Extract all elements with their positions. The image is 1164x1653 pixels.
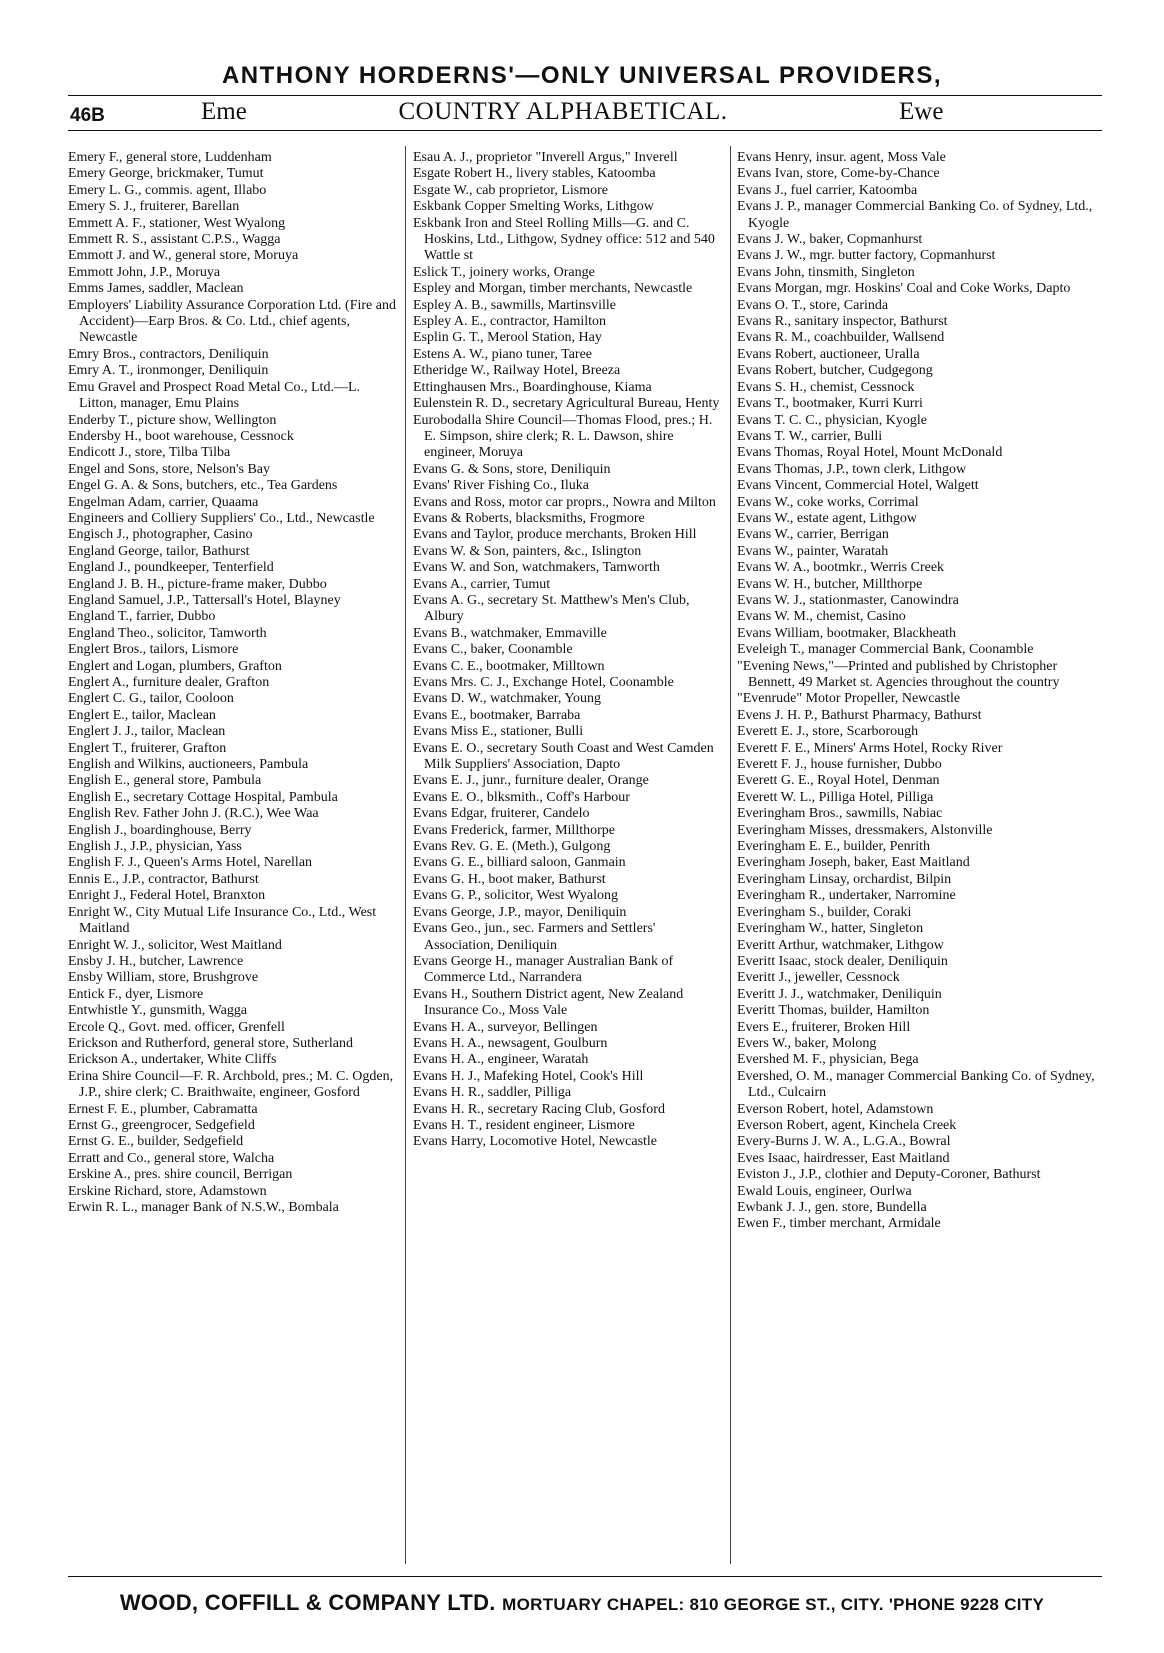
directory-entry: Evans H., Southern District agent, New Zealand Insurance Co., Moss Vale: [413, 986, 684, 1019]
directory-entry: Esgate Robert H., livery stables, Katoomba: [413, 166, 656, 182]
directory-entry: Ensby J. H., butcher, Lawrence: [68, 953, 244, 969]
directory-entry: Englert T., fruiterer, Grafton: [68, 740, 227, 756]
directory-entry: Eslick T., joinery works, Orange: [413, 264, 595, 280]
directory-entry: Evans W., estate agent, Lithgow: [737, 510, 918, 526]
directory-entry: England Samuel, J.P., Tattersall's Hotel, Blayney: [68, 592, 341, 608]
directory-entry: Englert A., furniture dealer, Grafton: [68, 675, 270, 690]
directory-entry: Englert C. G., tailor, Cooloon: [68, 691, 234, 707]
directory-entry: Ernest F. E., plumber, Cabramatta: [68, 1101, 258, 1117]
directory-entry: "Evening News,"—Printed and published by Christopher Bennett, 49 Market st. Agencies throughout the country: [737, 658, 1060, 690]
directory-entry: Evans H. A., engineer, Waratah: [413, 1052, 589, 1068]
column-divider-1: [405, 146, 406, 1564]
directory-entry: Evans John, tinsmith, Singleton: [737, 264, 915, 280]
directory-entry: Erickson and Rutherford, general store, Sutherland: [68, 1035, 353, 1051]
directory-entry: Emms James, saddler, Maclean: [68, 281, 244, 297]
directory-entry: Ernst G., greengrocer, Sedgefield: [68, 1117, 255, 1133]
directory-entry: Evans G. P., solicitor, West Wyalong: [413, 888, 618, 904]
directory-entry: England Theo., solicitor, Tamworth: [68, 625, 267, 641]
directory-entry: Ennis E., J.P., contractor, Bathurst: [68, 871, 259, 887]
directory-entry: Evans W. J., stationmaster, Canowindra: [737, 592, 959, 608]
directory-entry: Everingham Joseph, baker, East Maitland: [737, 855, 970, 871]
directory-entry: Engel G. A. & Sons, butchers, etc., Tea Gardens: [68, 478, 338, 494]
directory-entry: Evans O. T., store, Carinda: [737, 297, 889, 313]
directory-entry: Evans and Taylor, produce merchants, Broken Hill: [413, 527, 697, 543]
directory-entry: Etheridge W., Railway Hotel, Breeza: [413, 363, 621, 379]
directory-entry: Enright J., Federal Hotel, Branxton: [68, 888, 266, 904]
directory-entry: Everingham Misses, dressmakers, Alstonville: [737, 822, 993, 838]
directory-entry: Eves Isaac, hairdresser, East Maitland: [737, 1150, 950, 1166]
directory-entry: Englert and Logan, plumbers, Grafton: [68, 658, 282, 674]
directory-entry: Evans G. E., billiard saloon, Ganmain: [413, 855, 626, 871]
directory-entry: Evans H. A., surveyor, Bellingen: [413, 1019, 598, 1035]
directory-entry: Enright W. J., solicitor, West Maitland: [68, 937, 282, 953]
directory-entry: Evans Robert, butcher, Cudgegong: [737, 363, 933, 379]
directory-entry: Evershed, O. M., manager Commercial Banking Co. of Sydney, Ltd., Culcairn: [737, 1068, 1095, 1101]
directory-entry: Evans William, bootmaker, Blackheath: [737, 625, 957, 641]
directory-entry: Espley and Morgan, timber merchants, Newcastle: [413, 281, 693, 297]
directory-entry: Evans W. H., butcher, Millthorpe: [737, 576, 923, 592]
bottom-advert-banner: [0, 1590, 1164, 1616]
header-right-catchword: Ewe: [899, 98, 944, 125]
directory-entry: Evans H. J., Mafeking Hotel, Cook's Hill: [413, 1068, 644, 1084]
bottom-advert-company: WOOD, COFFILL & COMPANY LTD.: [119, 1590, 496, 1615]
directory-entry: Everingham Bros., sawmills, Nabiac: [737, 806, 943, 822]
directory-entry: Espley A. B., sawmills, Martinsville: [413, 297, 616, 313]
directory-entry: Everitt J., jeweller, Cessnock: [737, 970, 900, 986]
directory-entry: Emu Gravel and Prospect Road Metal Co., Ltd.—L. Litton, manager, Emu Plains: [68, 379, 360, 412]
directory-entry: Emry A. T., ironmonger, Deniliquin: [68, 363, 269, 379]
directory-entry: Evans Thomas, J.P., town clerk, Lithgow: [737, 461, 967, 477]
directory-entry: Enderby T., picture show, Wellington: [68, 412, 277, 428]
directory-entry: Evans Morgan, mgr. Hoskins' Coal and Coke Works, Dapto: [737, 281, 1071, 297]
directory-entry: England George, tailor, Bathurst: [68, 543, 250, 559]
header-left-catchword: Eme: [201, 98, 247, 125]
directory-entry: Englert J. J., tailor, Maclean: [68, 724, 226, 740]
directory-entry: Everitt J. J., watchmaker, Deniliquin: [737, 986, 942, 1002]
directory-entry: Emmott John, J.P., Moruya: [68, 264, 221, 280]
directory-entry: Endersby H., boot warehouse, Cessnock: [68, 428, 294, 444]
directory-entry: Engineers and Colliery Suppliers' Co., Ltd., Newcastle: [68, 510, 375, 526]
directory-entry: Everingham E. E., builder, Penrith: [737, 839, 931, 855]
column-divider-2: [730, 146, 731, 1564]
directory-entry: Evans W. M., chemist, Casino: [737, 609, 906, 625]
directory-entry: Everson Robert, hotel, Adamstown: [737, 1101, 934, 1117]
directory-entry: Evans E., bootmaker, Barraba: [413, 707, 581, 723]
directory-entry: English E., general store, Pambula: [68, 773, 262, 789]
directory-entry: English J., boardinghouse, Berry: [68, 822, 252, 838]
directory-entry: Everett F. E., Miners' Arms Hotel, Rocky River: [737, 740, 1003, 756]
directory-entry: Ettinghausen Mrs., Boardinghouse, Kiama: [413, 379, 652, 395]
directory-entry: Evans George H., manager Australian Bank of Commerce Ltd., Narrandera: [413, 953, 674, 986]
rule-under-header: [68, 130, 1102, 131]
directory-entry: Eskbank Copper Smelting Works, Lithgow: [413, 199, 654, 215]
directory-entry: Everitt Isaac, stock dealer, Deniliquin: [737, 953, 948, 969]
directory-entry: Evans H. T., resident engineer, Lismore: [413, 1117, 635, 1133]
directory-entry: Everingham W., hatter, Singleton: [737, 921, 924, 937]
directory-entry: Erskine Richard, store, Adamstown: [68, 1183, 267, 1199]
directory-entry: Ewbank J. J., gen. store, Bundella: [737, 1200, 927, 1215]
directory-entry: Evans W. A., bootmkr., Werris Creek: [737, 560, 945, 576]
directory-entry: English E., secretary Cottage Hospital, Pambula: [68, 789, 338, 805]
directory-entry: Esau A. J., proprietor "Inverell Argus," Inverell: [413, 150, 678, 165]
directory-entry: Evans W. and Son, watchmakers, Tamworth: [413, 560, 660, 576]
directory-entry: English and Wilkins, auctioneers, Pambula: [68, 757, 309, 773]
directory-entry: Emery S. J., fruiterer, Barellan: [68, 199, 240, 215]
directory-entry: Ercole Q., Govt. med. officer, Grenfell: [68, 1019, 285, 1035]
directory-entry: Evans Thomas, Royal Hotel, Mount McDonald: [737, 445, 1003, 461]
directory-entry: Evers E., fruiterer, Broken Hill: [737, 1019, 911, 1035]
directory-entry: Erratt and Co., general store, Walcha: [68, 1150, 275, 1166]
rule-top: [68, 95, 1102, 96]
directory-entry: Evans E. J., junr., furniture dealer, Orange: [413, 773, 649, 789]
directory-entry: Emmett R. S., assistant C.P.S., Wagga: [68, 232, 281, 248]
bottom-advert-details: MORTUARY CHAPEL: 810 GEORGE ST., CITY. 'PHONE 9228 CITY: [502, 1595, 1045, 1614]
directory-entry: Evans R., sanitary inspector, Bathurst: [737, 314, 948, 330]
directory-entry: Everett E. J., store, Scarborough: [737, 724, 919, 740]
directory-entry: Estens A. W., piano tuner, Taree: [413, 346, 592, 362]
directory-entry: Evans Henry, insur. agent, Moss Vale: [737, 150, 946, 165]
directory-entry: Evans George, J.P., mayor, Deniliquin: [413, 904, 627, 920]
directory-entry: Evans T., bootmaker, Kurri Kurri: [737, 396, 923, 412]
directory-entry: Evershed M. F., physician, Bega: [737, 1052, 919, 1068]
directory-column-1: [68, 150, 399, 1560]
directory-entry: Everett G. E., Royal Hotel, Denman: [737, 773, 940, 789]
directory-entry: Evans R. M., coachbuilder, Wallsend: [737, 330, 945, 346]
directory-entry: Englert Bros., tailors, Lismore: [68, 642, 239, 658]
directory-entry: Evans A., carrier, Tumut: [413, 576, 551, 592]
page-number: 46B: [70, 105, 105, 126]
directory-column-2: [413, 150, 723, 1560]
directory-entry: Eulenstein R. D., secretary Agricultural Bureau, Henty: [413, 396, 720, 412]
directory-entry: Employers' Liability Assurance Corporation Ltd. (Fire and Accident)—Earp Bros. & Co. Ltd., chief agents, Newcastle: [68, 297, 396, 346]
directory-entry: Evans E. O., blksmith., Coff's Harbour: [413, 789, 630, 805]
directory-entry: Evans J. P., manager Commercial Banking Co. of Sydney, Ltd., Kyogle: [737, 199, 1093, 231]
directory-entry: Evans B., watchmaker, Emmaville: [413, 625, 607, 641]
directory-entry: Evans A. G., secretary St. Matthew's Men's Club, Albury: [413, 592, 690, 625]
directory-entry: Evans E. O., secretary South Coast and West Camden Milk Suppliers' Association, Dapto: [413, 740, 714, 773]
directory-entry: Evans H. R., secretary Racing Club, Gosford: [413, 1101, 665, 1117]
directory-entry: English Rev. Father John J. (R.C.), Wee Waa: [68, 806, 319, 822]
directory-entry: Eskbank Iron and Steel Rolling Mills—G. and C. Hoskins, Ltd., Lithgow, Sydney office: 512 and 540 Wattle st: [413, 215, 715, 264]
directory-entry: Everingham R., undertaker, Narromine: [737, 888, 956, 904]
top-advert-banner: ANTHONY HORDERNS'—ONLY UNIVERSAL PROVIDERS,: [221, 62, 943, 89]
directory-entry: Evans H. A., newsagent, Goulburn: [413, 1035, 608, 1051]
directory-entry: Emmott J. and W., general store, Moruya: [68, 248, 299, 264]
directory-entry: Eviston J., J.P., clothier and Deputy-Coroner, Bathurst: [737, 1167, 1041, 1183]
directory-entry: Evans Robert, auctioneer, Uralla: [737, 346, 920, 362]
directory-entry: Ewald Louis, engineer, Ourlwa: [737, 1183, 912, 1199]
rule-bottom: [68, 1576, 1102, 1577]
directory-entry: Evans Harry, Locomotive Hotel, Newcastle: [413, 1134, 658, 1150]
directory-entry: Evens J. H. P., Bathurst Pharmacy, Bathurst: [737, 707, 982, 723]
directory-entry: Evans T. C. C., physician, Kyogle: [737, 412, 928, 428]
directory-entry: Everitt Arthur, watchmaker, Lithgow: [737, 937, 944, 953]
page-title: COUNTRY ALPHABETICAL.: [398, 98, 728, 125]
directory-entry: Evans Rev. G. E. (Meth.), Gulgong: [413, 839, 611, 855]
directory-entry: "Evenrude" Motor Propeller, Newcastle: [737, 691, 961, 707]
directory-entry: Engelman Adam, carrier, Quaama: [68, 494, 259, 510]
directory-entry: Engel and Sons, store, Nelson's Bay: [68, 461, 271, 477]
directory-entry: Evans J., fuel carrier, Katoomba: [737, 182, 918, 198]
directory-entry: Erickson A., undertaker, White Cliffs: [68, 1052, 277, 1068]
directory-entry: Ernst G. E., builder, Sedgefield: [68, 1134, 244, 1150]
directory-entry: Evans Miss E., stationer, Bulli: [413, 724, 584, 740]
directory-entry: Entick F., dyer, Lismore: [68, 986, 204, 1002]
directory-entry: Evans H. R., saddler, Pilliga: [413, 1085, 572, 1101]
directory-entry: Evans' River Fishing Co., Iluka: [413, 478, 589, 494]
directory-entry: Engisch J., photographer, Casino: [68, 527, 253, 543]
directory-entry: Eurobodalla Shire Council—Thomas Flood, pres.; H. E. Simpson, shire clerk; R. L. Dawson, shire engineer, Moruya: [413, 412, 713, 461]
directory-entry: Evans W., coke works, Corrimal: [737, 494, 919, 510]
directory-entry: Evans & Roberts, blacksmiths, Frogmore: [413, 510, 645, 526]
directory-entry: Erwin R. L., manager Bank of N.S.W., Bombala: [68, 1200, 339, 1215]
directory-entry: Ewen F., timber merchant, Armidale: [737, 1216, 941, 1232]
directory-entry: Everitt Thomas, builder, Hamilton: [737, 1003, 930, 1019]
directory-entry: Evans W., painter, Waratah: [737, 543, 889, 559]
directory-entry: English F. J., Queen's Arms Hotel, Narellan: [68, 855, 313, 871]
directory-entry: Every-Burns J. W. A., L.G.A., Bowral: [737, 1134, 951, 1150]
directory-entry: Erina Shire Council—F. R. Archbold, pres.; M. C. Ogden, J.P., shire clerk; C. Braithwaite, engineer, Gosford: [68, 1068, 394, 1101]
directory-column-3: [737, 150, 1101, 1560]
directory-entry: Emery George, brickmaker, Tumut: [68, 166, 264, 182]
directory-entry: Evans W. & Son, painters, &c., Islington: [413, 543, 642, 559]
directory-entry: Evers W., baker, Molong: [737, 1035, 877, 1051]
directory-entry: Emmett A. F., stationer, West Wyalong: [68, 215, 286, 231]
directory-entry: Evans Geo., jun., sec. Farmers and Settlers' Association, Deniliquin: [413, 921, 656, 953]
directory-entry: Evans J. W., mgr. butter factory, Copmanhurst: [737, 248, 996, 264]
directory-entry: Evans T. W., carrier, Bulli: [737, 428, 883, 444]
directory-entry: Evans W., carrier, Berrigan: [737, 527, 889, 543]
directory-entry: Endicott J., store, Tilba Tilba: [68, 445, 231, 461]
directory-entry: English J., J.P., physician, Yass: [68, 839, 242, 855]
directory-entry: Espley A. E., contractor, Hamilton: [413, 314, 607, 330]
directory-entry: Eveleigh T., manager Commercial Bank, Coonamble: [737, 642, 1034, 658]
directory-entry: Evans S. H., chemist, Cessnock: [737, 379, 915, 395]
directory-entry: Evans C. E., bootmaker, Milltown: [413, 658, 605, 674]
directory-entry: Esgate W., cab proprietor, Lismore: [413, 182, 608, 198]
directory-entry: Evans D. W., watchmaker, Young: [413, 691, 602, 707]
directory-entry: Evans Mrs. C. J., Exchange Hotel, Coonamble: [413, 675, 674, 690]
directory-entry: Evans Vincent, Commercial Hotel, Walgett: [737, 478, 979, 494]
directory-entry: England J., poundkeeper, Tenterfield: [68, 560, 274, 576]
directory-entry: Emry Bros., contractors, Deniliquin: [68, 346, 269, 362]
directory-entry: Everett W. L., Pilliga Hotel, Pilliga: [737, 789, 934, 805]
directory-entry: Everson Robert, agent, Kinchela Creek: [737, 1117, 957, 1133]
directory-entry: Emery F., general store, Luddenham: [68, 150, 272, 165]
directory-entry: Everett F. J., house furnisher, Dubbo: [737, 757, 942, 773]
directory-entry: Everingham Linsay, orchardist, Bilpin: [737, 871, 952, 887]
directory-entry: Everingham S., builder, Coraki: [737, 904, 912, 920]
directory-entry: Entwhistle Y., gunsmith, Wagga: [68, 1003, 248, 1019]
directory-entry: Evans Ivan, store, Come-by-Chance: [737, 166, 940, 182]
directory-entry: Esplin G. T., Merool Station, Hay: [413, 330, 602, 346]
directory-entry: Emery L. G., commis. agent, Illabo: [68, 182, 267, 198]
directory-entry: Englert E., tailor, Maclean: [68, 707, 216, 723]
directory-entry: Evans J. W., baker, Copmanhurst: [737, 232, 923, 248]
directory-entry: England T., farrier, Dubbo: [68, 609, 216, 625]
directory-entry: Ensby William, store, Brushgrove: [68, 970, 259, 986]
directory-entry: Enright W., City Mutual Life Insurance Co., Ltd., West Maitland: [68, 904, 377, 937]
directory-entry: Evans and Ross, motor car proprs., Nowra and Milton: [413, 494, 716, 510]
directory-entry: Evans G. H., boot maker, Bathurst: [413, 871, 606, 887]
directory-entry: England J. B. H., picture-frame maker, Dubbo: [68, 576, 327, 592]
directory-entry: Evans G. & Sons, store, Deniliquin: [413, 461, 611, 477]
directory-entry: Evans Frederick, farmer, Millthorpe: [413, 822, 615, 838]
directory-entry: Evans C., baker, Coonamble: [413, 642, 573, 658]
directory-entry: Erskine A., pres. shire council, Berrigan: [68, 1167, 293, 1183]
directory-entry: Evans Edgar, fruiterer, Candelo: [413, 806, 590, 822]
page-header: [68, 98, 1102, 128]
